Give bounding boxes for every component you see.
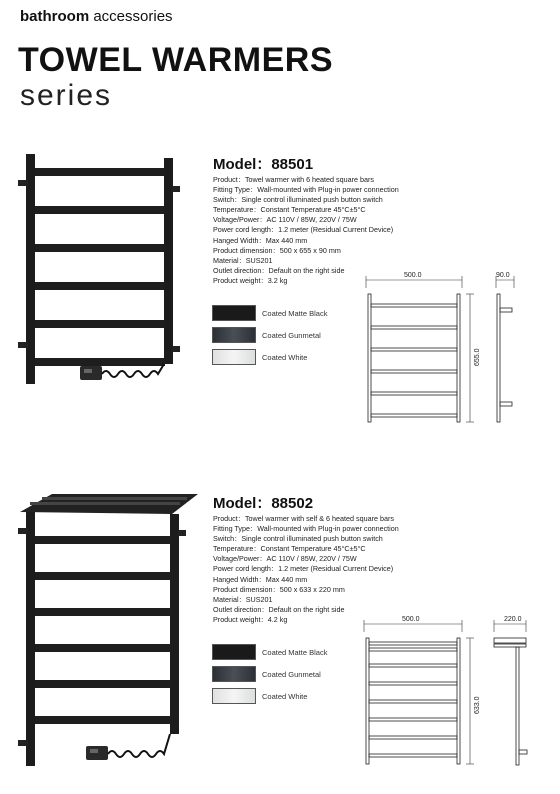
spec-line: Outlet direction：Default on the right side <box>213 265 345 275</box>
finish-label: Coated White <box>262 352 308 362</box>
brand-bold: bathroom <box>20 8 90 25</box>
dim-depth-label: 90.0 <box>496 272 510 279</box>
finish-option <box>212 663 327 685</box>
dim-depth-label: 220.0 <box>504 616 522 623</box>
dim-height-label: 655.0 <box>474 348 481 366</box>
finish-label: Coated Gunmetal <box>262 669 321 679</box>
spec-line: Voltage/Power：AC 110V / 85W, 220V / 75W <box>213 215 357 225</box>
finish-option <box>212 641 327 663</box>
finish-swatch-matte-black <box>212 305 256 321</box>
spec-line: Power cord length：1.2 meter (Residual Current Device) <box>213 564 394 574</box>
brand-light: accessories <box>93 8 173 25</box>
model-88502-heading: Model：88502 <box>213 495 314 512</box>
dim-width-label: 500.0 <box>404 272 422 279</box>
spec-line: Switch：Single control illuminated push button switch <box>213 195 383 205</box>
spec-line: Hanged Width：Max 440 mm <box>213 574 308 584</box>
towel-warmer-88502-image <box>12 490 202 775</box>
spec-line: Voltage/Power：AC 110V / 85W, 220V / 75W <box>213 554 357 564</box>
page-title: TOWEL WARMERS <box>18 41 334 79</box>
spec-line: Material：SUS201 <box>213 255 273 265</box>
finish-option <box>212 685 327 707</box>
finish-swatch-gunmetal <box>212 666 256 682</box>
spec-line: Power cord length：1.2 meter (Residual Current Device) <box>213 225 394 235</box>
spec-line: Temperature：Constant Temperature 45°C±5°C <box>213 205 366 215</box>
finish-swatch-matte-black <box>212 644 256 660</box>
spec-line: Temperature：Constant Temperature 45°C±5°C <box>213 544 366 554</box>
spec-line: Product weight：4.2 kg <box>213 614 288 624</box>
finish-label: Coated White <box>262 691 308 701</box>
towel-warmer-88501-image <box>14 150 194 390</box>
spec-line: Material：SUS201 <box>213 594 273 604</box>
spec-line: Product：Towel warmer with 6 heated square bars <box>213 175 374 184</box>
dim-height-label: 633.0 <box>474 696 481 714</box>
model-88502-side-drawing <box>488 608 532 768</box>
finish-option <box>212 302 327 324</box>
finish-swatch-white <box>212 688 256 704</box>
finish-swatch-white <box>212 349 256 365</box>
finish-label: Coated Gunmetal <box>262 330 321 340</box>
spec-line: Fitting Type：Wall-mounted with Plug-in power connection <box>213 524 399 534</box>
finish-label: Coated Matte Black <box>262 647 328 657</box>
finish-option <box>212 346 327 368</box>
spec-line: Product：Towel warmer with self & 6 heated square bars <box>213 514 394 523</box>
spec-line: Product dimension：500 x 655 x 90 mm <box>213 245 341 255</box>
finish-option <box>212 324 327 346</box>
spec-line: Product dimension：500 x 633 x 220 mm <box>213 584 345 594</box>
spec-line: Hanged Width：Max 440 mm <box>213 235 308 245</box>
model-88502-front-drawing <box>358 608 488 768</box>
spec-line: Fitting Type：Wall-mounted with Plug-in power connection <box>213 185 399 195</box>
model-88501-side-drawing <box>492 268 522 428</box>
model-88502-finishes <box>212 641 327 707</box>
model-88501-heading: Model：88501 <box>213 156 314 173</box>
spec-line: Product weight：3.2 kg <box>213 275 288 285</box>
brand-label <box>20 8 173 25</box>
model-88501-front-drawing <box>358 268 488 428</box>
spec-line: Outlet direction：Default on the right side <box>213 604 345 614</box>
spec-line: Switch：Single control illuminated push button switch <box>213 534 383 544</box>
page-subtitle: series <box>20 79 113 112</box>
model-88501-finishes <box>212 302 327 368</box>
finish-swatch-gunmetal <box>212 327 256 343</box>
finish-label: Coated Matte Black <box>262 308 328 318</box>
dim-width-label: 500.0 <box>402 616 420 623</box>
